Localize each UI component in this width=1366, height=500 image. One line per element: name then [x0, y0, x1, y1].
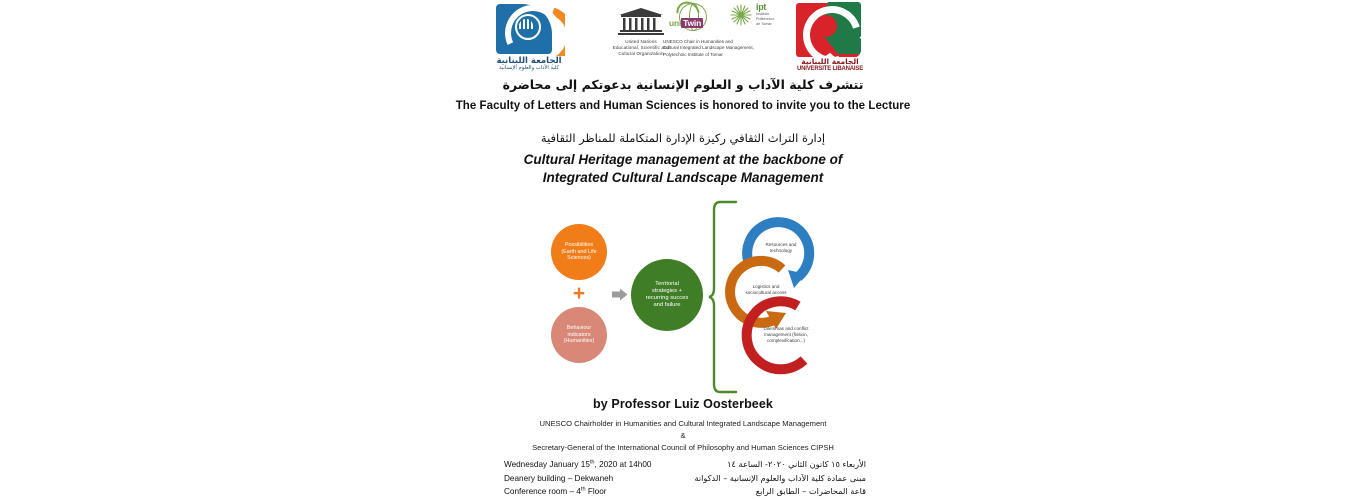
speaker-role [0, 418, 1366, 453]
ipt-sub-line-2: Politécnico [756, 16, 775, 21]
unesco-caption-line-1: United Nations [625, 39, 657, 44]
node-territorial-line-2: strategies + [651, 287, 683, 294]
unitwin-caption-line-2: Cultural Integrated Landscape Management, [663, 45, 754, 51]
invitation-block [0, 76, 1366, 112]
lebanese-university-emblem-icon [493, 2, 565, 56]
diagram-node-territorial [631, 259, 703, 331]
unitwin-caption [659, 39, 797, 58]
node-behaviour-line-2: indicators [567, 331, 591, 338]
logo-universite-libanaise [795, 2, 865, 74]
label-dilemmas-line-1: Dilemmas and conflict [763, 326, 809, 331]
event-date-prefix: Wednesday January 15 [504, 460, 590, 469]
ipt-sub-line-3: de Tomar [756, 21, 772, 26]
unitwin-wordmark-uni: uni [669, 18, 682, 28]
event-room-suffix: Floor [585, 487, 607, 497]
logo-unitwin-ipt [659, 2, 797, 58]
lecture-title-english [0, 151, 1366, 187]
lecture-title-english-line-2: Integrated Cultural Landscape Management [542, 170, 824, 186]
ipt-logo [729, 2, 787, 34]
unesco-caption-line-2: Educational, Scientific and [612, 45, 670, 51]
diagram-plus-symbol: + [572, 282, 586, 305]
label-resources-line-2: technology [769, 248, 793, 254]
invitation-english: The Faculty of Letters and Human Sciences is honored to invite you to the Lecture [455, 99, 911, 112]
node-behaviour-line-3: (Humanities) [563, 338, 595, 345]
label-logistics-line-1: Logistics and [752, 284, 780, 289]
speaker-role-line-1: UNESCO Chairholder in Humanities and Cultural Integrated Landscape Management [539, 419, 827, 428]
event-details-arabic [694, 458, 866, 499]
node-behaviour-line-1: Behaviour [566, 324, 592, 331]
diagram-label-logistics [730, 284, 802, 296]
event-date-suffix: , 2020 at 14h00 [594, 460, 652, 469]
logo-lebanese-university-faculty [493, 2, 565, 74]
logo-lu-subtitle-arabic: كلية الآداب والعلوم الإنسانية [499, 64, 559, 71]
diagram-node-behaviour [551, 307, 607, 363]
unitwin-globe-icon [669, 2, 719, 34]
ipt-sub-line-1: Instituto [756, 12, 770, 16]
concept-diagram [540, 198, 840, 396]
unesco-caption-line-3: Cultural Organization [618, 51, 664, 57]
event-room-arabic: قاعة المحاضرات – الطابق الرابع [755, 486, 866, 497]
node-territorial-line-3: recurring succes [645, 295, 689, 301]
speaker-block [0, 397, 1366, 453]
unitwin-wordmark-twin: Twin [683, 18, 702, 28]
event-date-ordinal: th [589, 459, 595, 466]
event-details [0, 458, 1366, 500]
logo-strip [493, 2, 873, 74]
logo-lu-name-arabic: الجامعة اللبنانية [496, 56, 562, 66]
speaker-role-line-3: Secretary-General of the International Council of Philosophy and Human Sciences CIPSH [532, 442, 834, 452]
event-date-english [504, 458, 651, 472]
diagram-node-possibilities [551, 224, 607, 280]
unitwin-caption-line-3: Polytechnic Institute of Tomar [663, 51, 723, 57]
ipt-wordmark: ipt [756, 2, 767, 12]
node-territorial-line-1: Territorial [655, 280, 679, 287]
ipt-subtitle [756, 12, 774, 27]
event-venue-english: Deanery building – Dekwaneh [504, 473, 614, 483]
unitwin-caption-line-1: UNESCO Chair in Humanities and [663, 39, 733, 44]
event-date-arabic: الأربعاء ١٥ كانون الثاني ٢٠٢٠- الساعة ١٤ [727, 459, 866, 469]
lecture-title-block [0, 130, 1366, 188]
event-room-prefix: Conference room – 4 [504, 487, 581, 497]
logo-ul-name-arabic: الجامعة اللبنانية [801, 57, 859, 66]
speaker-role-line-2: & [680, 430, 686, 440]
label-resources-line-1: Resources and [765, 242, 797, 247]
node-territorial-line-4: and failure [653, 302, 681, 309]
label-dilemmas-line-2: management (fission, [764, 332, 808, 338]
node-possibilities-line-3: Sciences) [567, 255, 591, 262]
node-possibilities-line-2: (Earth and Life [561, 248, 597, 255]
label-dilemmas-line-3: complexification...) [766, 338, 806, 344]
event-room-ordinal: th [580, 486, 586, 493]
unesco-temple-icon [619, 8, 663, 34]
diagram-arrow-icon [612, 288, 628, 301]
universite-libanaise-emblem-icon [795, 2, 863, 58]
label-logistics-line-2: sociocultural access [745, 290, 787, 296]
ipt-starburst-icon [729, 3, 753, 27]
event-room-english [504, 485, 651, 499]
lecture-title-arabic: إدارة التراث الثقافي ركيزة الإدارة المتكاملة للمناظر الثقافية [540, 131, 826, 145]
event-venue-arabic: مبنى عمادة كلية الآداب والعلوم الإنسانية – الدكوانة [694, 472, 866, 483]
diagram-label-dilemmas [748, 326, 824, 345]
event-details-english [504, 458, 651, 499]
lecture-title-english-line-1: Cultural Heritage management at the backbone of [523, 152, 843, 168]
logo-ul-name-french: UNIVERSITE LIBANAISE [796, 65, 863, 72]
invitation-arabic: تتشرف كلية الآداب و العلوم الإنسانية بدعوتكم إلى محاضرة [502, 77, 864, 92]
node-possibilities-line-1: Possibilities [564, 241, 594, 248]
speaker-byline: by Professor Luiz Oosterbeek [593, 397, 773, 411]
